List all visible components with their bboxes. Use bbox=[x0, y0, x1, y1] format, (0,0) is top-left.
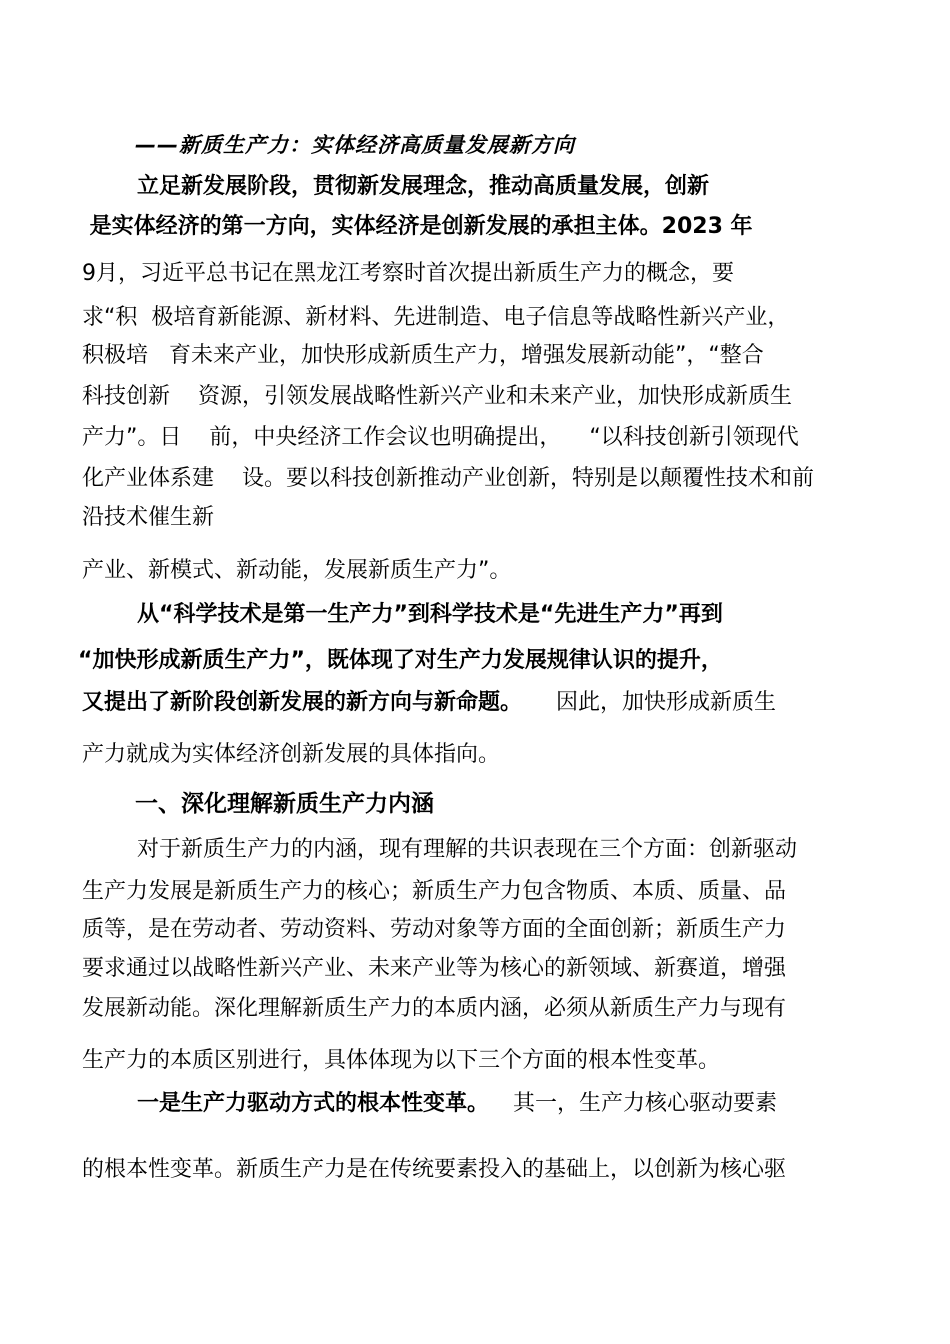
point1-tail: 其一，生产力核心驱动要素 bbox=[513, 1091, 778, 1116]
para2-bold-line: “加快形成新质生产力”，既体现了对生产力发展规律认识的提升， bbox=[78, 648, 723, 673]
section1-line: 要求通过以战略性新兴产业、未来产业等为核心的新领域、新赛道，增强 bbox=[82, 956, 787, 981]
section-heading: 一、深化理解新质生产力内涵 bbox=[135, 791, 434, 817]
intro-bold-line: 立足新发展阶段，贯彻新发展理念，推动高质量发展，创新 bbox=[137, 174, 710, 199]
subtitle: ——新质生产力：实体经济高质量发展新方向 bbox=[135, 133, 575, 157]
point1-line bbox=[137, 1089, 777, 1119]
section1-line: 生产力发展是新质生产力的核心；新质生产力包含物质、本质、质量、品 bbox=[82, 879, 787, 904]
intro-line: 产业、新模式、新动能，发展新质生产力”。 bbox=[82, 558, 512, 583]
section1-line: 质等，是在劳动者、劳动资料、劳动对象等方面的全面创新；新质生产力 bbox=[82, 917, 787, 942]
para2-tail: 因此，加快形成新质生 bbox=[556, 690, 777, 715]
intro-line: 9月，习近平总书记在黑龙江考察时首次提出新质生产力的概念，要 bbox=[82, 261, 734, 286]
para2-line: 产力就成为实体经济创新发展的具体指向。 bbox=[82, 742, 501, 767]
intro-line: 科技创新 资源，引领发展战略性新兴产业和未来产业，加快形成新质生 bbox=[82, 384, 792, 409]
section1-line: 生产力的本质区别进行，具体体现为以下三个方面的根本性变革。 bbox=[82, 1048, 721, 1073]
intro-line: 求“积 极培育新能源、新材料、先进制造、电子信息等战略性新兴产业， bbox=[82, 305, 790, 330]
intro-line: 化产业体系建 设。要以科技创新推动产业创新，特别是以颠覆性技术和前 bbox=[82, 466, 814, 491]
intro-line: 积极培 育未来产业，加快形成新质生产力，增强发展新动能”，“整合 bbox=[82, 343, 764, 368]
intro-line: 产力”。日 前，中央经济工作会议也明确提出， “以科技创新引领现代 bbox=[82, 425, 799, 450]
intro-bold-line: 是实体经济的第一方向，实体经济是创新发展的承担主体。2023 年 bbox=[82, 214, 753, 239]
para2-line bbox=[82, 688, 776, 718]
section1-line: 发展新动能。深化理解新质生产力的本质内涵，必须从新质生产力与现有 bbox=[82, 996, 787, 1021]
section1-line: 对于新质生产力的内涵，现有理解的共识表现在三个方面：创新驱动 bbox=[137, 837, 798, 862]
point1-line: 的根本性变革。新质生产力是在传统要素投入的基础上，以创新为核心驱 bbox=[82, 1157, 787, 1182]
intro-line: 沿技术催生新 bbox=[82, 505, 215, 530]
para2-bold-line: 又提出了新阶段创新发展的新方向与新命题。 bbox=[82, 690, 523, 715]
point1-bold: 一是生产力驱动方式的根本性变革。 bbox=[137, 1091, 490, 1116]
para2-bold-line: 从“科学技术是第一生产力”到科学技术是“先进生产力”再到 bbox=[137, 602, 723, 627]
